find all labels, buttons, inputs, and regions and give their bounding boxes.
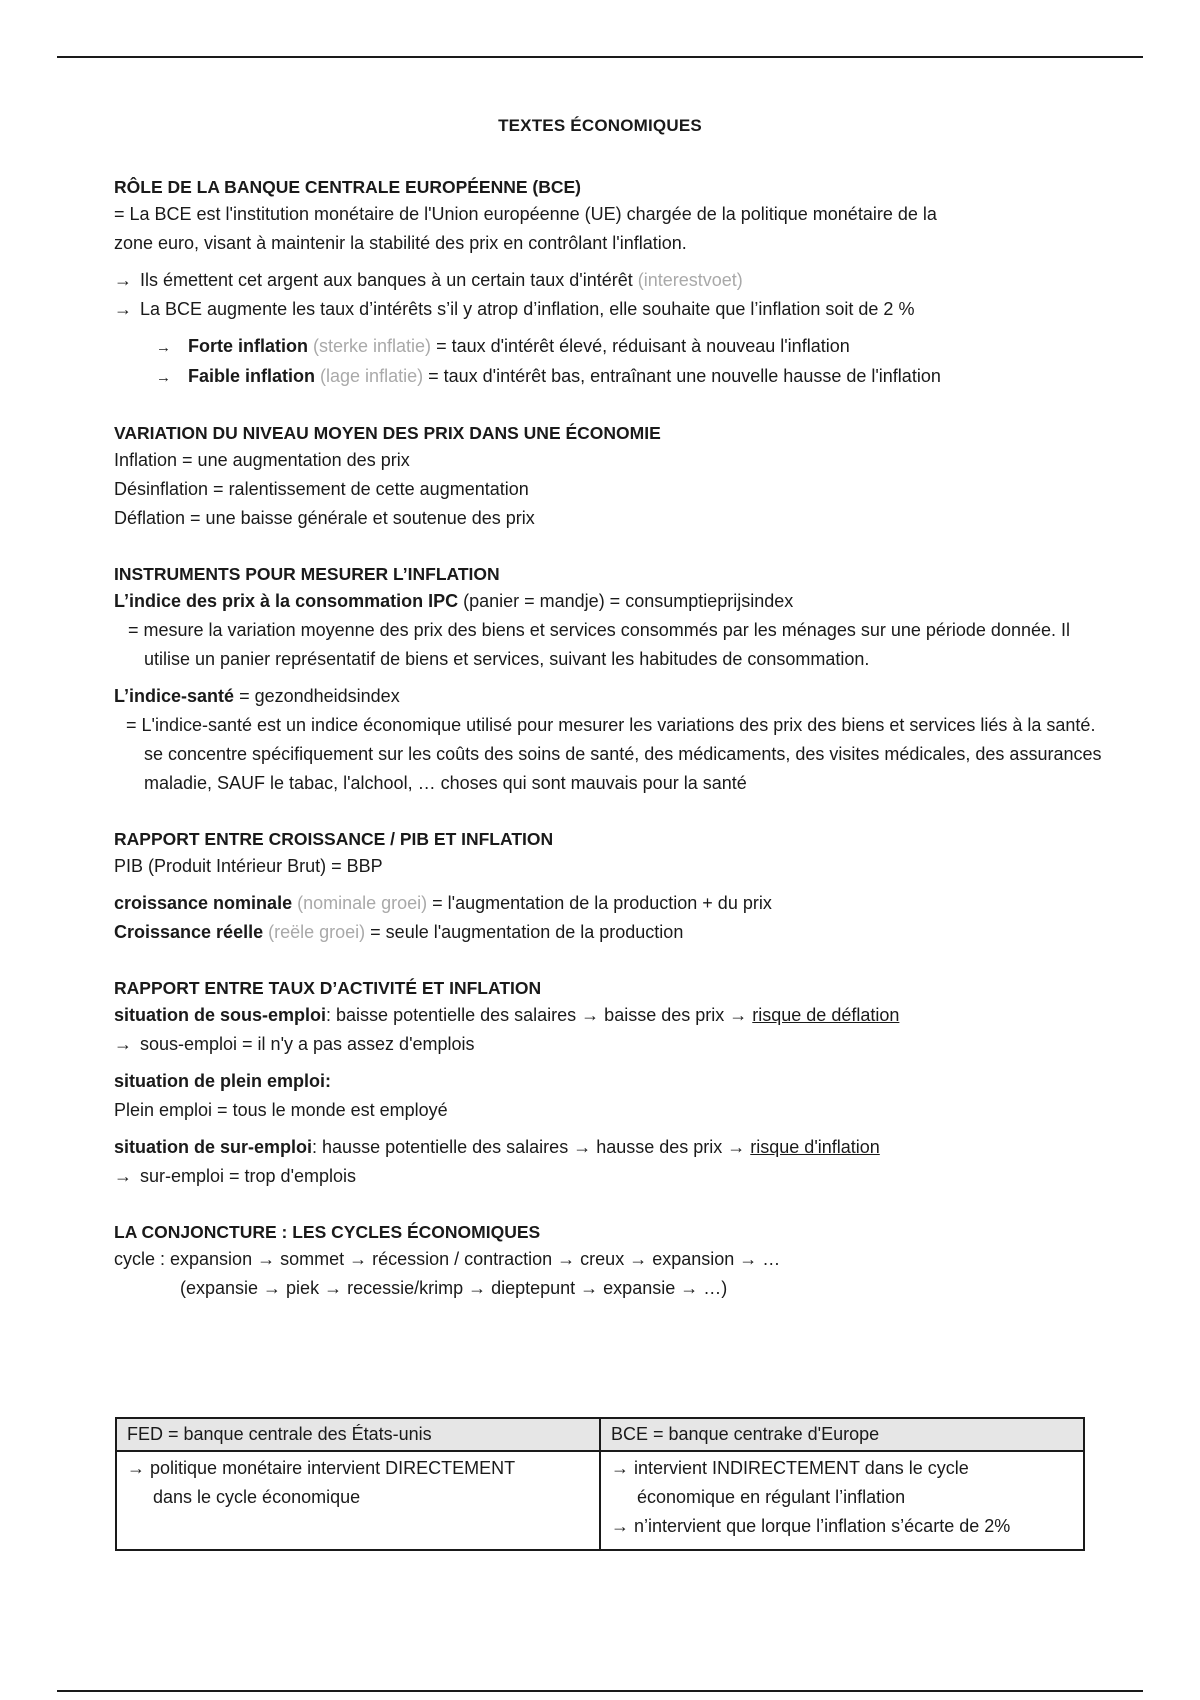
section-heading-instruments: INSTRUMENTS POUR MESURER L’INFLATION	[114, 564, 500, 584]
bce-cell: → intervient INDIRECTEMENT dans le cycle économique en régulant l’inflation → n’intervient que lorque l’inflation s’écarte de 2%	[600, 1451, 1084, 1550]
bce-definition-line-2: zone euro, visant à maintenir la stabilité des prix en contrôlant l'inflation.	[114, 233, 687, 253]
arrow-icon: →	[114, 1166, 132, 1186]
bce-definition-line-1: = La BCE est l'institution monétaire de l'Union européenne (UE) chargée de la politique monétaire de la	[114, 204, 937, 224]
section-heading-variation: VARIATION DU NIVEAU MOYEN DES PRIX DANS UNE ÉCONOMIE	[114, 423, 661, 443]
arrow-icon: →	[114, 270, 132, 290]
arrow-icon: →	[127, 1458, 145, 1478]
ipc-line: L’indice des prix à la consommation IPC (panier = mandje) = consumptieprijsindex	[114, 591, 794, 611]
strong-inflation-item: → Forte inflation (sterke inflatie) = taux d'intérêt élevé, réduisant à nouveau l'inflation	[114, 332, 1104, 362]
bce-header-cell: BCE = banque centrake d'Europe	[600, 1418, 1084, 1451]
document-title: TEXTES ÉCONOMIQUES	[498, 116, 702, 135]
bce-point-interest: → Ils émettent cet argent aux banques à un certain taux d'intérêt (interestvoet)	[114, 266, 1104, 295]
ipc-definition: = mesure la variation moyenne des prix des biens et services consommés par les ménages sur une période donnée. Il utilise un panier représentatif de biens et services, suivant les habitudes de consommation.	[128, 620, 1071, 669]
plein-emploi-definition: Plein emploi = tous le monde est employé	[114, 1100, 448, 1120]
small-arrow-icon: →	[156, 339, 171, 356]
weak-inflation-item: → Faible inflation (lage inflatie) = taux d'intérêt bas, entraînant une nouvelle hausse de l'inflation	[114, 362, 1104, 392]
arrow-icon: →	[611, 1516, 629, 1536]
indice-sante-line: L’indice-santé = gezondheidsindex	[114, 686, 400, 706]
section-heading-croissance: RAPPORT ENTRE CROISSANCE / PIB ET INFLATION	[114, 829, 554, 849]
cycle-dutch: (expansie → piek → recessie/krimp → dieptepunt → expansie → …)	[180, 1278, 728, 1298]
document-body	[114, 174, 1104, 1303]
sur-emploi-line: situation de sur-emploi: hausse potentielle des salaires → hausse des prix → risque d'inflation	[114, 1137, 880, 1157]
pib-definition: PIB (Produit Intérieur Brut) = BBP	[114, 856, 383, 876]
arrow-icon: →	[114, 1034, 132, 1054]
variation-desinflation: Désinflation = ralentissement de cette augmentation	[114, 479, 529, 499]
cycle-french: cycle : expansion → sommet → récession / contraction → creux → expansion → …	[114, 1249, 781, 1269]
small-arrow-icon: →	[156, 369, 171, 386]
croissance-reelle: Croissance réelle (reële groei) = seule l'augmentation de la production	[114, 922, 684, 942]
variation-deflation: Déflation = une baisse générale et soutenue des prix	[114, 508, 535, 528]
croissance-nominale: croissance nominale (nominale groei) = l'augmentation de la production + du prix	[114, 893, 772, 913]
bce-point-rates: → La BCE augmente les taux d’intérêts s’il y atrop d’inflation, elle souhaite que l’inflation soit de 2 %	[114, 295, 1104, 324]
indice-sante-definition: = L'indice-santé est un indice économique utilisé pour mesurer les variations des prix des biens et services liés à la santé. se concentre spécifiquement sur les coûts des soins de santé, des médicaments, des visites médicales, des assurances maladie, SAUF le tabac, l'alchool, … choses qui sont mauvais pour la santé	[126, 715, 1102, 793]
fed-header-cell: FED = banque centrale des États-unis	[116, 1418, 600, 1451]
section-heading-bce: RÔLE DE LA BANQUE CENTRALE EUROPÉENNE (BCE)	[114, 177, 582, 197]
fed-cell: → politique monétaire intervient DIRECTEMENT dans le cycle économique	[116, 1451, 600, 1550]
sous-emploi-line: situation de sous-emploi: baisse potentielle des salaires → baisse des prix → risque de déflation	[114, 1005, 900, 1025]
arrow-icon: →	[611, 1458, 629, 1478]
dutch-translation: (interestvoet)	[637, 270, 743, 290]
section-heading-conjoncture: LA CONJONCTURE : LES CYCLES ÉCONOMIQUES	[114, 1222, 541, 1242]
variation-inflation: Inflation = une augmentation des prix	[114, 450, 410, 470]
fed-bce-comparison-table	[115, 1417, 1085, 1551]
bottom-rule	[57, 1690, 1143, 1692]
plein-emploi-label: situation de plein emploi:	[114, 1071, 332, 1091]
table-row	[116, 1451, 1084, 1550]
section-heading-activite: RAPPORT ENTRE TAUX D’ACTIVITÉ ET INFLATION	[114, 978, 542, 998]
table-header-row	[116, 1418, 1084, 1451]
top-rule	[57, 56, 1143, 58]
sur-emploi-definition: → sur-emploi = trop d'emplois	[114, 1162, 1104, 1191]
sous-emploi-definition: → sous-emploi = il n'y a pas assez d'emplois	[114, 1030, 1104, 1059]
arrow-icon: →	[114, 299, 132, 319]
